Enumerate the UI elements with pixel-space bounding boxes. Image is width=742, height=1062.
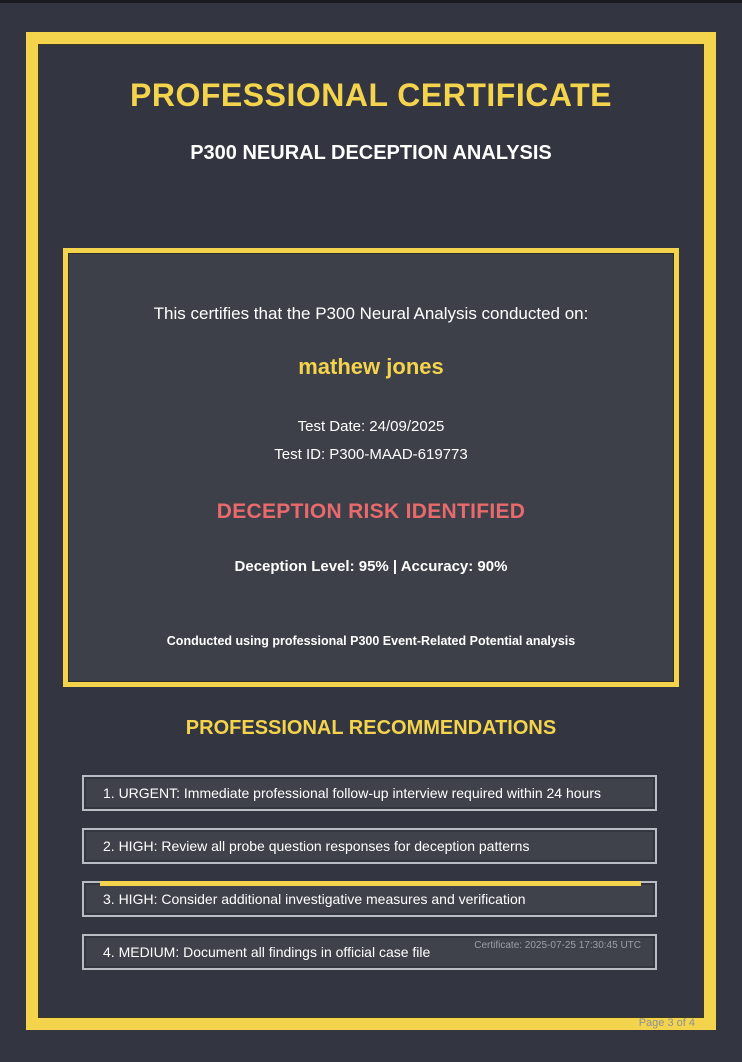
yellow-accent-stripe <box>100 881 641 886</box>
subject-name: mathew jones <box>298 354 444 379</box>
test-id: Test ID: P300-MAAD-619773 <box>274 446 468 463</box>
certify-statement: This certifies that the P300 Neural Analysis conducted on: <box>153 304 589 323</box>
certificate-inner-panel <box>63 248 679 687</box>
recommendation-item <box>82 828 657 864</box>
certificate-timestamp: Certificate: 2025-07-25 17:30:45 UTC <box>474 940 641 951</box>
analysis-method-note: Conducted using professional P300 Event-Related Potential analysis <box>166 634 576 648</box>
recommendation-text: 2. HIGH: Review all probe question responses for deception patterns <box>103 838 530 854</box>
recommendation-item <box>82 934 657 970</box>
certificate-subtitle: P300 NEURAL DECEPTION ANALYSIS <box>190 142 552 164</box>
recommendation-text: 4. MEDIUM: Document all findings in official case file <box>103 944 431 960</box>
recommendations-list <box>82 775 657 987</box>
recommendation-item <box>82 881 657 917</box>
deception-metrics: Deception Level: 95% | Accuracy: 90% <box>234 558 508 575</box>
certificate-title: PROFESSIONAL CERTIFICATE <box>130 77 612 113</box>
test-date: Test Date: 24/09/2025 <box>297 418 445 435</box>
page-number: Page 3 of 4 <box>638 1017 695 1029</box>
recommendation-item <box>82 775 657 811</box>
recommendations-heading: PROFESSIONAL RECOMMENDATIONS <box>185 717 557 739</box>
page-top-divider <box>0 0 742 3</box>
recommendation-text: 3. HIGH: Consider additional investigative measures and verification <box>103 891 526 907</box>
risk-status-heading: DECEPTION RISK IDENTIFIED <box>216 500 526 523</box>
recommendation-text: 1. URGENT: Immediate professional follow-up interview required within 24 hours <box>103 785 601 801</box>
